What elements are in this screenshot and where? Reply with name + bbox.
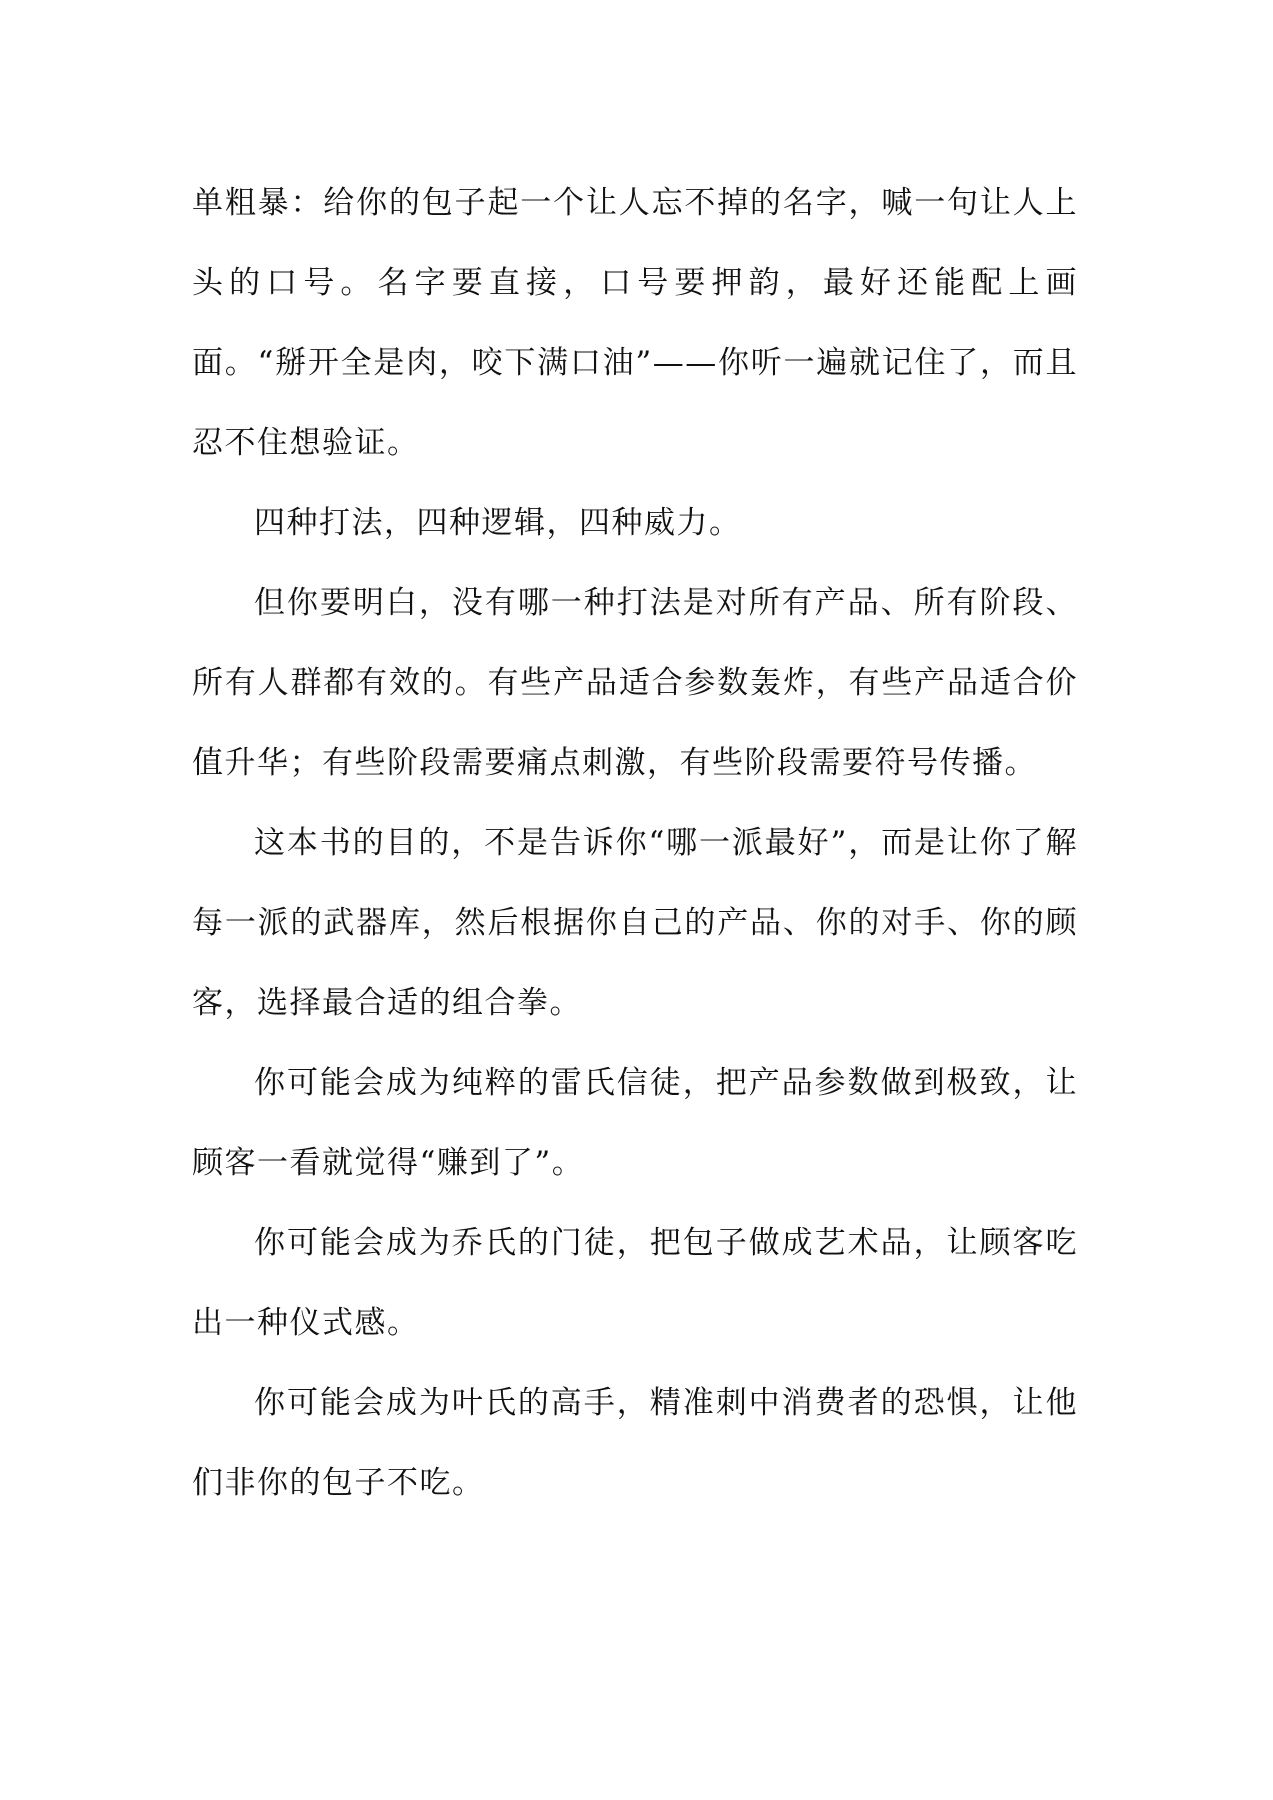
- paragraph: 你可能会成为纯粹的雷氏信徒，把产品参数做到极致，让顾客一看就觉得“赚到了”。: [192, 1065, 1078, 1181]
- paragraph: 这本书的目的，不是告诉你“哪一派最好”，而是让你了解每一派的武器库，然后根据你自己的产品、你的对手、你的顾客，选择最合适的组合拳。: [192, 825, 1078, 1021]
- paragraph: 四种打法，四种逻辑，四种威力。: [254, 505, 742, 541]
- paragraph: 你可能会成为乔氏的门徒，把包子做成艺术品，让顾客吃出一种仪式感。: [192, 1225, 1078, 1341]
- paragraph-continued: 单粗暴：给你的包子起一个让人忘不掉的名字，喊一句让人上头的口号。名字要直接，口号要押韵，最好还能配上画面。“掰开全是肉，咬下满口油”——你听一遍就记住了，而且忍不住想验证。: [192, 185, 1078, 461]
- paragraph: 但你要明白，没有哪一种打法是对所有产品、所有阶段、所有人群都有效的。有些产品适合参数轰炸，有些产品适合价值升华；有些阶段需要痛点刺激，有些阶段需要符号传播。: [192, 585, 1078, 781]
- paragraph: 你可能会成为叶氏的高手，精准刺中消费者的恐惧，让他们非你的包子不吃。: [192, 1385, 1078, 1501]
- body-text: [192, 163, 1078, 1523]
